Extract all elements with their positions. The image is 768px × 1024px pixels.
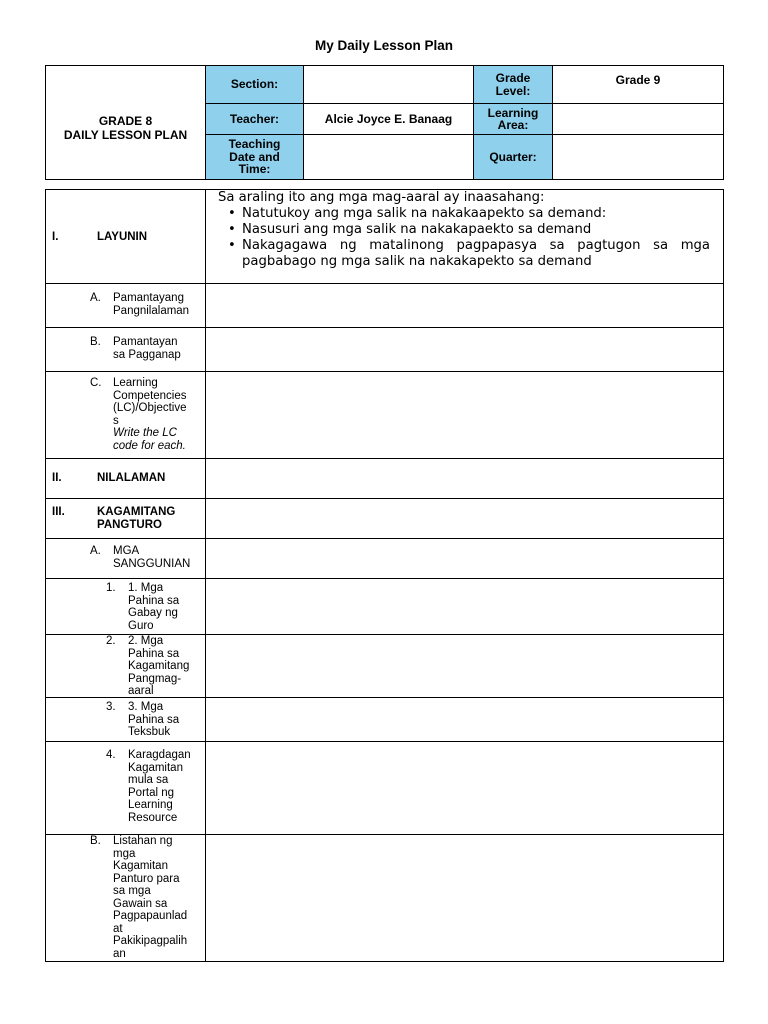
label-line: Teksbuk — [128, 726, 171, 738]
row-number: 1. — [106, 582, 116, 594]
label-line: Kagamitan — [113, 860, 168, 872]
grade-level-value[interactable]: Grade 9 — [553, 66, 724, 104]
row-letter: B. — [90, 336, 101, 348]
teacher-label: Teacher: — [206, 104, 304, 135]
quarter-value[interactable] — [553, 135, 724, 180]
mga-sanggunian-content[interactable] — [206, 539, 724, 579]
teaching-date-label — [206, 135, 304, 180]
kagamitang-pangturo-label — [97, 506, 175, 531]
row-letter: C. — [90, 377, 102, 389]
label-line: mga — [113, 847, 136, 860]
teksbuk-label-cell — [46, 698, 206, 742]
page-title: My Daily Lesson Plan — [314, 38, 454, 53]
label-line: Kagamitang — [128, 660, 190, 672]
row-number: 3. — [106, 701, 116, 713]
lesson-plan-table — [45, 189, 724, 962]
table-row — [46, 459, 724, 499]
learning-area-value[interactable] — [553, 104, 724, 135]
label-line: aaral — [128, 685, 154, 697]
row-number: I. — [52, 231, 59, 243]
label-line: KAGAMITANG — [97, 506, 176, 518]
teaching-date-label-line3: Time: — [238, 162, 271, 177]
gabay-ng-guro-label-cell — [46, 579, 206, 635]
label-line: Pahina sa — [128, 713, 180, 726]
label-line: Learning — [128, 799, 173, 811]
learning-area-label-line2: Area: — [497, 118, 529, 132]
label-line: Kagamitan — [128, 761, 183, 774]
row-label — [113, 545, 203, 570]
label-line: 2. Mga — [128, 635, 164, 647]
kagamitang-pangmag-aaral-content[interactable] — [206, 635, 724, 698]
teacher-value[interactable]: Alcie Joyce E. Banaag — [304, 104, 474, 135]
label-line: Guro — [128, 619, 154, 632]
section-label: Section: — [206, 66, 304, 104]
label-line: Karagdagan — [128, 749, 191, 761]
list-item: • Nasusuri ang mga salik na nakakapaekto sa demand — [218, 222, 710, 238]
plan-label: DAILY LESSON PLAN — [63, 127, 188, 142]
teaching-date-label-line2: Date and — [229, 149, 280, 164]
label-line: 1. Mga — [128, 582, 164, 594]
kagamitang-pangturo-label-cell — [46, 499, 206, 539]
table-row — [46, 190, 724, 284]
table-row — [46, 499, 724, 539]
row-label — [128, 582, 204, 632]
teaching-date-label-line1: Teaching — [228, 137, 281, 152]
objectives-intro: Sa araling ito ang mga mag-aaral ay inaasahang: — [218, 190, 545, 205]
row-number: III. — [52, 506, 65, 518]
label-line: Pakikipagpalih — [113, 935, 188, 947]
mga-sanggunian-label-cell — [46, 539, 206, 579]
learning-resource-label-cell — [46, 742, 206, 835]
objectives-cell[interactable] — [206, 190, 724, 284]
table-row — [46, 698, 724, 742]
table-row — [46, 284, 724, 328]
row-label — [128, 635, 204, 698]
label-line: sa Pagganap — [113, 348, 181, 361]
pamantayang-pangnilalaman-content[interactable] — [206, 284, 724, 328]
learning-competencies-label-cell — [46, 372, 206, 459]
row-number: 2. — [106, 635, 116, 647]
row-letter: B. — [90, 835, 101, 847]
label-line: s — [113, 414, 119, 427]
pamantayang-pangnilalaman-label-cell — [46, 284, 206, 328]
label-line: sa mga — [113, 885, 151, 897]
listahan-ng-kagamitan-label-cell — [46, 835, 206, 962]
nilalaman-label: NILALAMAN — [97, 472, 166, 484]
row-label — [113, 336, 203, 361]
label-line: Gawain sa — [113, 897, 168, 910]
section-value[interactable] — [304, 66, 474, 104]
label-line: Write the LC — [113, 427, 177, 439]
list-item: • Natutukoy ang mga salik na nakakaapekto sa demand: — [218, 206, 710, 222]
label-line: Competencies — [113, 389, 187, 402]
label-line: Gabay ng — [128, 607, 178, 619]
table-row — [46, 635, 724, 698]
list-item: • Nakagagawa ng matalinong pagpapasya sa pagtugon sa mga pagbabago ng mga salik na nakakapekto sa demand — [218, 238, 710, 270]
label-line: mula sa — [128, 774, 169, 786]
layunin-label-cell — [46, 190, 206, 284]
label-line: Resource — [128, 811, 178, 824]
objectives-list — [218, 206, 710, 270]
row-label — [128, 701, 204, 739]
row-number: 4. — [106, 749, 116, 761]
teksbuk-content[interactable] — [206, 698, 724, 742]
label-line: Portal ng — [128, 786, 175, 799]
row-label — [113, 377, 203, 452]
grade-label: GRADE 8 — [98, 113, 153, 128]
learning-area-label-line1: Learning — [487, 105, 539, 120]
row-letter: A. — [90, 292, 101, 304]
grade-level-label-line2: Level: — [495, 83, 531, 98]
grade-level-label-line1: Grade — [495, 71, 531, 85]
table-row — [46, 372, 724, 459]
grade-plan-title-cell — [46, 66, 206, 180]
learning-resource-content[interactable] — [206, 742, 724, 835]
kagamitang-pangmag-aaral-label-cell — [46, 635, 206, 698]
table-row — [46, 328, 724, 372]
label-line: an — [113, 947, 126, 960]
learning-area-label — [474, 104, 553, 135]
label-line: 3. Mga — [128, 701, 164, 713]
label-line: (LC)/Objective — [113, 402, 187, 414]
row-number: II. — [52, 472, 62, 484]
label-line: MGA — [113, 545, 140, 557]
listahan-ng-kagamitan-content[interactable] — [206, 835, 724, 962]
label-line: at — [113, 922, 123, 935]
label-line: code for each. — [113, 439, 186, 452]
table-row — [46, 539, 724, 579]
kagamitang-pangturo-content[interactable] — [206, 499, 724, 539]
row-letter: A. — [90, 545, 101, 557]
pamantayan-sa-pagganap-content[interactable] — [206, 328, 724, 372]
teaching-date-value[interactable] — [304, 135, 474, 180]
label-line: Listahan ng — [113, 835, 173, 847]
label-line: Pangnilalaman — [113, 304, 190, 317]
layunin-label: LAYUNIN — [97, 231, 148, 243]
label-line: PANGTURO — [97, 518, 162, 531]
quarter-label: Quarter: — [474, 135, 553, 180]
learning-competencies-content[interactable] — [206, 372, 724, 459]
label-line: Pamantayan — [113, 336, 178, 348]
label-line: Panturo para — [113, 872, 180, 885]
table-row — [46, 835, 724, 962]
label-line: Learning — [113, 377, 158, 389]
label-line: Pagpapaunlad — [113, 910, 188, 922]
header-table — [45, 65, 724, 180]
label-line: Pahina sa — [128, 594, 180, 607]
row-label — [128, 749, 204, 824]
label-line: Pahina sa — [128, 647, 180, 660]
table-row — [46, 579, 724, 635]
pamantayan-sa-pagganap-label-cell — [46, 328, 206, 372]
table-row — [46, 742, 724, 835]
nilalaman-label-cell — [46, 459, 206, 499]
label-line: Pangmag- — [128, 672, 182, 685]
grade-level-label — [474, 66, 553, 104]
row-label — [113, 835, 203, 960]
gabay-ng-guro-content[interactable] — [206, 579, 724, 635]
label-line: Pamantayang — [113, 292, 184, 304]
nilalaman-content[interactable] — [206, 459, 724, 499]
label-line: SANGGUNIAN — [113, 557, 191, 570]
row-label — [113, 292, 203, 317]
